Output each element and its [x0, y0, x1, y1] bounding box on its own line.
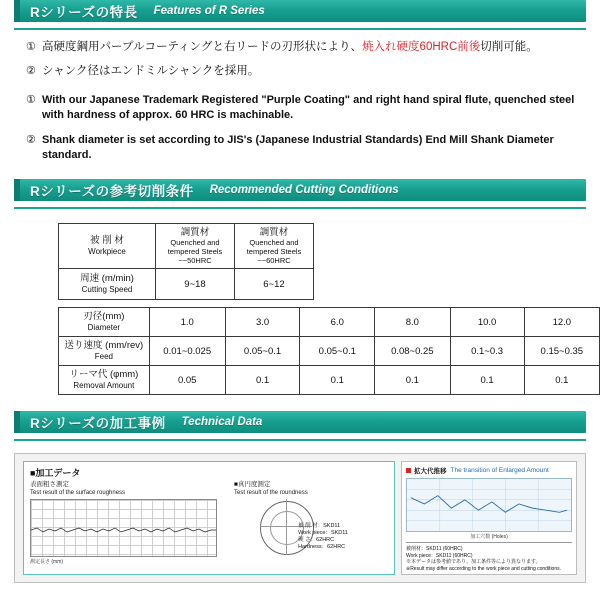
diameter-cell: 12.0 [524, 308, 599, 337]
table-row [59, 366, 600, 395]
feed-cell: 0.05~0.1 [300, 337, 375, 366]
list-marker: ② [26, 134, 36, 146]
section-title-en: Technical Data [181, 416, 263, 428]
chart-caption-en: Test result of the surface roughness [30, 490, 126, 496]
list-marker: ① [26, 94, 36, 106]
diameter-cell: 3.0 [225, 308, 300, 337]
removal-cell: 0.1 [524, 366, 599, 395]
surface-roughness-chart [30, 481, 230, 565]
feed-cell: 0.08~0.25 [375, 337, 450, 366]
header-accent-bar [14, 411, 20, 433]
feature-text-jp: シャンク径はエンドミルシャンクを採用。 [42, 65, 260, 77]
removal-cell: 0.1 [300, 366, 375, 395]
charts-row [24, 481, 394, 565]
list-item [26, 64, 578, 79]
workpiece-table [58, 223, 314, 300]
roundness-axis-v [286, 499, 287, 555]
table-row [59, 224, 314, 269]
enlarged-header [406, 466, 576, 475]
workpiece-header-en: Workpiece [88, 247, 126, 256]
diameter-cell: 1.0 [149, 308, 225, 337]
table-row [59, 337, 600, 366]
workpiece-col-2: 調質材 Quenched and tempered Steels ~~60HRC [235, 224, 314, 269]
list-marker: ① [26, 41, 36, 53]
chart-xlabel: 測定長さ (mm) [30, 559, 64, 565]
section-title-en: Features of R Series [153, 5, 265, 17]
enlarged-xlabel: 加工穴数 (Holes) [470, 534, 508, 540]
chart-caption-en: Test result of the roundness [234, 490, 308, 496]
section-header-cutting [14, 179, 586, 201]
removal-header: リーマ代 (φmm) Removal Amount [59, 366, 150, 395]
technical-data-panel [14, 453, 586, 583]
note-line: 被削材：SKD11 (60HRC) [406, 546, 463, 552]
diameter-header: 刃径(mm) Diameter [59, 308, 150, 337]
workpiece-col-1: 調質材 Quenched and tempered Steels ~~50HRC [156, 224, 235, 269]
roughness-grid [30, 499, 217, 557]
features-en-list [26, 93, 578, 163]
enlarged-amount-chart [406, 478, 572, 532]
note-line: Work piece：SKD11 (60HRC) [406, 552, 473, 559]
list-item [26, 133, 578, 163]
chart-caption-jp: 表面粗さ測定 [30, 481, 69, 488]
divider [406, 542, 572, 543]
note-line: ※Result may differ according to the work piece and cutting conditions. [406, 565, 562, 572]
diameter-cell: 10.0 [450, 308, 524, 337]
divider-features [14, 28, 586, 30]
machining-data-box [23, 461, 395, 575]
table-row [59, 308, 600, 337]
feed-cell: 0.1~0.3 [450, 337, 524, 366]
list-item [26, 93, 578, 123]
section-title-jp: Rシリーズの参考切削条件 [30, 184, 194, 199]
header-accent-bar [14, 179, 20, 201]
section-title-jp: Rシリーズの特長 [30, 5, 138, 20]
enlarged-title-jp: 拡大代推移 [414, 468, 447, 475]
features-jp-list [26, 40, 578, 79]
workpiece-header-cell [59, 224, 156, 269]
enlarged-title-en: The transition of Enlarged Amount [450, 467, 549, 474]
feature-text-en: Shank diameter is set according to JIS's (Japanese Industrial Standards) End Mill Shank Diameter standard. [42, 134, 554, 161]
roughness-trace [31, 526, 216, 534]
red-square-icon [406, 468, 411, 473]
roundness-chart [234, 481, 384, 565]
panel-title: ■加工データ [30, 468, 81, 478]
diameter-cell: 6.0 [300, 308, 375, 337]
section-header-features [14, 0, 586, 22]
cutting-speed-value: 9~18 [156, 269, 235, 300]
spec-line: 被 削 材：SKD11 [298, 523, 341, 529]
divider-cutting [14, 207, 586, 209]
feature-text-en: With our Japanese Trademark Registered "Purple Coating" and right hand spiral flute, quenched steel with hardness of approx. 60 HRC is machinable. [42, 94, 575, 121]
feed-header: 送り速度 (mm/rev) Feed [59, 337, 150, 366]
list-marker: ② [26, 65, 36, 77]
section-header-technical [14, 411, 586, 433]
enlarged-notes [406, 546, 572, 572]
cutting-speed-header: 周速 (m/min) Cutting Speed [59, 269, 156, 300]
workpiece-spec [298, 523, 348, 551]
removal-cell: 0.05 [149, 366, 225, 395]
cutting-speed-value: 6~12 [235, 269, 314, 300]
note-line: ※本データは参考値であり、加工条件等により異なります。 [406, 559, 541, 565]
feature-text-jp: 高硬度鋼用パープルコーティングと右リードの刃形状により、焼入れ硬度60HRC前後切削可能。 [42, 41, 538, 53]
header-accent-bar [14, 0, 20, 22]
feed-cell: 0.01~0.025 [149, 337, 225, 366]
spec-line: Hardness：62HRC [298, 544, 346, 550]
enlarged-amount-box [401, 461, 577, 575]
chart-caption [234, 481, 384, 497]
chart-caption [30, 481, 230, 497]
removal-cell: 0.1 [375, 366, 450, 395]
table-row [59, 269, 314, 300]
enlarged-trace [407, 479, 571, 531]
removal-cell: 0.1 [225, 366, 300, 395]
section-title-en: Recommended Cutting Conditions [209, 184, 399, 196]
removal-cell: 0.1 [450, 366, 524, 395]
highlight-text: 焼入れ硬度60HRC前後 [362, 41, 481, 53]
feed-cell: 0.05~0.1 [225, 337, 300, 366]
section-title-jp: Rシリーズの加工事例 [30, 416, 166, 431]
feed-cell: 0.15~0.35 [524, 337, 599, 366]
list-item [26, 40, 578, 55]
diameter-cell: 8.0 [375, 308, 450, 337]
feed-table [58, 307, 600, 395]
roundness-plot [234, 499, 354, 555]
spec-line: Work piece：SKD11 [298, 530, 348, 536]
workpiece-header-jp: 被 削 材 [90, 235, 124, 246]
divider-technical [14, 439, 586, 441]
spec-line: 硬 さ：62HRC [298, 537, 335, 543]
cutting-tables [58, 223, 600, 395]
chart-caption-jp: ■真円度測定 [234, 481, 271, 488]
